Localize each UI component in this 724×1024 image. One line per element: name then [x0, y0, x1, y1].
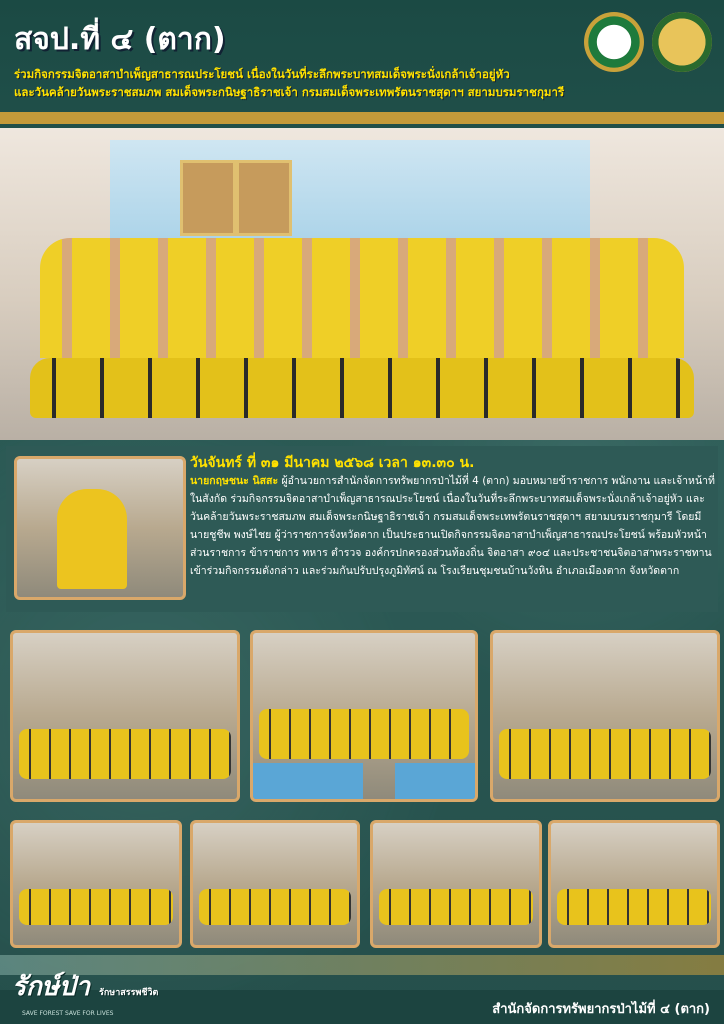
cleanup-photo	[10, 820, 182, 948]
page-title: สจป.ที่ ๔ (ตาก)	[14, 22, 226, 57]
activity-photo	[250, 630, 478, 802]
agency-name: สำนักจัดการทรัพยากรป่าไม้ที่ ๔ (ตาก)	[492, 1002, 710, 1017]
activity-photo	[10, 630, 240, 802]
cleanup-photo	[548, 820, 720, 948]
volunteer-figures	[557, 889, 711, 925]
stage-backdrop	[110, 140, 590, 250]
logo-subtext: รักษาสรรพชีวิต	[99, 988, 159, 998]
rak-pa-logo	[12, 966, 158, 1007]
volunteer-figures	[19, 889, 173, 925]
crowd-figures	[19, 729, 231, 779]
volunteer-figures	[199, 889, 351, 925]
volunteer-figures	[379, 889, 533, 925]
speaker-figure	[57, 489, 127, 589]
footer-tagline: SAVE FOREST SAVE FOR LIVES	[22, 1010, 114, 1017]
royal-portrait	[180, 160, 236, 236]
gold-divider	[0, 112, 724, 124]
event-description	[190, 472, 716, 580]
crowd-figures	[499, 729, 711, 779]
logo-text: รักษ์ป่า	[12, 972, 90, 1002]
group-standing-row	[40, 238, 684, 358]
group-front-row	[30, 358, 694, 418]
event-banner	[253, 763, 363, 799]
royal-portrait	[236, 160, 292, 236]
crowd-figures	[259, 709, 469, 759]
activity-photo	[490, 630, 720, 802]
royal-emblem-icon	[584, 12, 644, 72]
lead-name: นายกฤษชนะ นิสสะ	[190, 475, 279, 487]
event-body: ผู้อำนวยการสำนักจัดการทรัพยากรป่าไม้ที่ 4 (ตาก) มอบหมายข้าราชการ พนักงาน และเจ้าหน้าที่ในสังกัด ร่วมกิจกรรมจิตอาสาบำเพ็ญสาธารณประโยชน์ เนื่องในวันที่ระลึกพระบาทสมเด็จพระนั่งเกล้าเจ้าอยู่หัว และวันคล้ายวันพระราชสมภพ สมเด็จพระกนิษฐาธิราชเจ้า กรมสมเด็จพระเทพรัตนราชสุดาฯ สยามบรมราชกุมารี โดยมี นายชูชีพ พงษ์ไชย ผู้ว่าราชการจังหวัดตาก เป็นประธานเปิดกิจกรรมจิตอาสาบำเพ็ญสาธารณประโยชน์ พร้อมหัวหน้าส่วนราชการ ข้าราชการ ทหาร ตำรวจ องค์กรปกครองส่วนท้องถิ่น จิตอาสา ๙๐๔ และประชาชนจิตอาสาพระราชทาน เข้าร่วมกิจกรรมดังกล่าว และร่วมกันปรับปรุงภูมิทัศน์ ณ โรงเรียนชุมชนบ้านวังหิน อำเภอเมืองตาก จังหวัดตาก	[190, 475, 715, 577]
speaker-photo	[14, 456, 186, 600]
forestry-department-seal-icon	[652, 12, 712, 72]
main-group-photo	[0, 128, 724, 440]
cleanup-photo	[190, 820, 360, 948]
subtitle-line-2: และวันคล้ายวันพระราชสมภพ สมเด็จพระกนิษฐาธิราชเจ้า กรมสมเด็จพระเทพรัตนราชสุดาฯ สยามบรมราชกุมารี	[14, 85, 565, 99]
subtitle-line-1: ร่วมกิจกรรมจิตอาสาบำเพ็ญสาธารณประโยชน์ เนื่องในวันที่ระลึกพระบาทสมเด็จพระนั่งเกล้าเจ้าอยู่หัว	[14, 67, 510, 81]
cleanup-photo	[370, 820, 542, 948]
event-date: วันจันทร์ ที่ ๓๑ มีนาคม ๒๕๖๘ เวลา ๑๓.๓๐ น.	[190, 455, 475, 471]
event-banner	[395, 763, 475, 799]
